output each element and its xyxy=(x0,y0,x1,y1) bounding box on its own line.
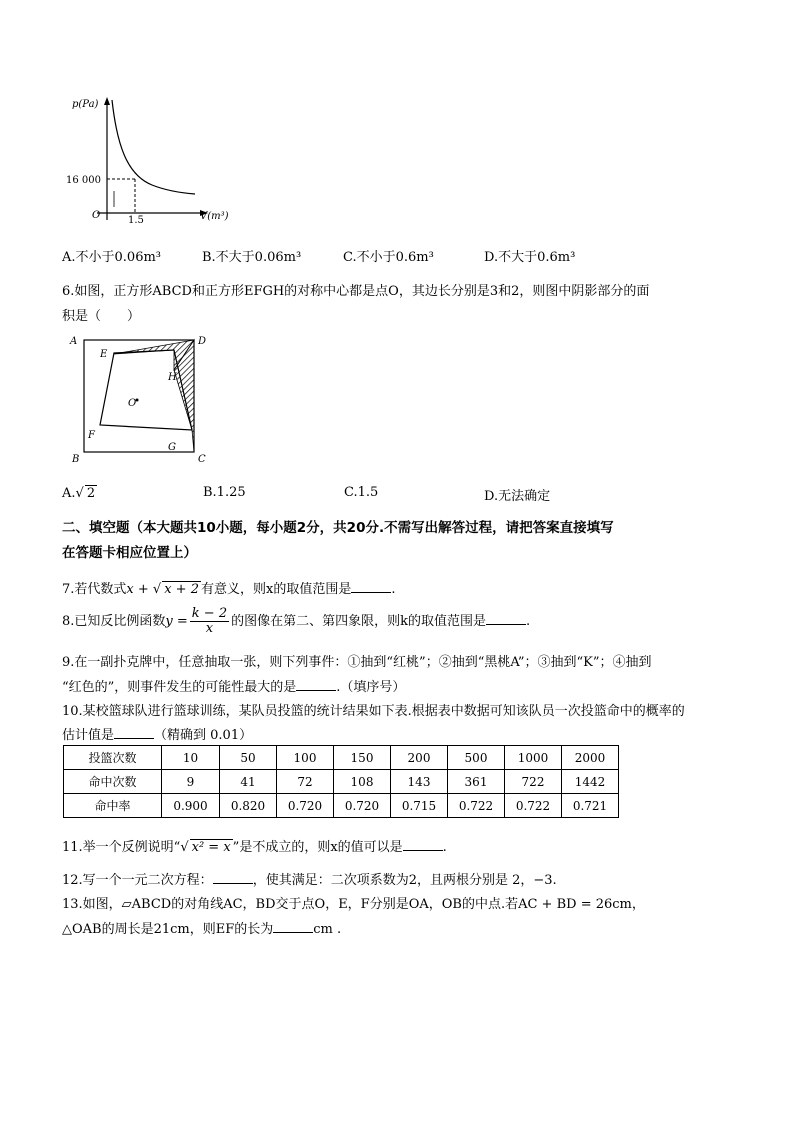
q7-plus: + xyxy=(133,582,153,597)
q12-suffix: ，使其满足：二次项系数为2，且两根分别是 2，−3. xyxy=(252,873,557,888)
row-header: 投篮次数 xyxy=(64,746,162,770)
q6-option-a-prefix: A. xyxy=(62,486,76,501)
q5-options xyxy=(62,246,762,264)
q9-line1: 9.在一副扑克牌中，任意抽取一张，则下列事件：①抽到“红桃”；②抽到“黑桃A”；③抽到“K”；④抽到 xyxy=(62,655,652,670)
table-cell: 1000 xyxy=(505,746,562,770)
q7-suffix: 有意义，则x的取值范围是 xyxy=(200,582,352,597)
table-cell: 1442 xyxy=(562,770,619,794)
table-cell: 0.820 xyxy=(220,794,277,818)
q11 xyxy=(62,836,447,855)
label-e: E xyxy=(100,349,108,360)
section2-line2: 在答题卡相应位置上） xyxy=(62,545,197,561)
q12 xyxy=(62,869,557,888)
q8-fraction xyxy=(190,607,229,636)
q8-denominator: x xyxy=(205,621,214,636)
q5-option-b[interactable]: B.不大于0.06m³ xyxy=(202,250,302,265)
row-header: 命中次数 xyxy=(64,770,162,794)
q12-prefix: 12.写一个一元二次方程： xyxy=(62,873,213,888)
q7-prefix: 7.若代数式 xyxy=(62,582,127,597)
q10-line2-suffix: （精确到 0.01） xyxy=(154,728,253,743)
q13-line2-prefix: △OAB的周长是21cm，则EF的长为 xyxy=(62,922,274,937)
table-cell: 2000 xyxy=(562,746,619,770)
shooting-stats-table xyxy=(63,745,619,818)
sqrt-symbol: √ xyxy=(180,840,189,855)
x-label: V(m³) xyxy=(200,211,229,222)
q7-answer-blank[interactable] xyxy=(351,580,391,593)
table-cell: 0.715 xyxy=(391,794,448,818)
table-cell: 0.720 xyxy=(334,794,391,818)
q13-answer-blank[interactable] xyxy=(273,920,313,933)
table-cell: 0.720 xyxy=(277,794,334,818)
q7-end: . xyxy=(391,582,396,597)
row-header: 命中率 xyxy=(64,794,162,818)
pressure-curve xyxy=(112,100,195,194)
q11-answer-blank[interactable] xyxy=(403,838,443,851)
q10-answer-blank[interactable] xyxy=(114,726,154,739)
table-cell: 108 xyxy=(334,770,391,794)
q9-line2 xyxy=(62,676,405,695)
q12-answer-blank[interactable] xyxy=(213,871,253,884)
q8-suffix: 的图像在第二、第四象限，则k的取值范围是 xyxy=(231,614,486,629)
q8-y-eq: y = xyxy=(165,614,188,629)
table-cell: 361 xyxy=(448,770,505,794)
q9-line2-prefix: “红色的”，则事件发生的可能性最大的是 xyxy=(62,680,297,695)
table-row xyxy=(64,746,619,770)
q8-prefix: 8.已知反比例函数 xyxy=(62,614,166,629)
q11-end: . xyxy=(442,840,447,855)
table-cell: 50 xyxy=(220,746,277,770)
q6-option-c[interactable]: C.1.5 xyxy=(344,485,379,500)
table-cell: 150 xyxy=(334,746,391,770)
table-cell: 72 xyxy=(277,770,334,794)
q13-line1: 13.如图，▱ABCD的对角线AC，BD交于点O，E，F分别是OA，OB的中点.若AC + BD = 26cm， xyxy=(62,897,645,912)
q10-line2 xyxy=(62,724,252,743)
q6-option-b[interactable]: B.1.25 xyxy=(203,485,246,500)
q13-line2-suffix: cm . xyxy=(313,922,342,937)
y-tick-label: 16 000 xyxy=(66,175,101,186)
label-h: H xyxy=(168,372,177,383)
table-cell: 10 xyxy=(162,746,220,770)
q10-line2-prefix: 估计值是 xyxy=(62,728,115,743)
origin-label: O xyxy=(92,210,101,221)
q8-numerator: k − 2 xyxy=(191,606,228,621)
y-label: p(Pa) xyxy=(72,99,99,110)
q13-line2 xyxy=(62,918,341,937)
q5-option-d[interactable]: D.不大于0.6m³ xyxy=(484,250,576,265)
q5-option-a[interactable]: A.不小于0.06m³ xyxy=(62,250,162,265)
table-cell: 0.722 xyxy=(448,794,505,818)
q5-option-c[interactable]: C.不小于0.6m³ xyxy=(343,250,434,265)
table-row xyxy=(64,770,619,794)
label-d: D xyxy=(198,336,207,347)
q11-prefix: 11.举一个反例说明“ xyxy=(62,840,181,855)
q8-end: . xyxy=(525,614,531,629)
q7 xyxy=(62,578,395,597)
table-cell: 100 xyxy=(277,746,334,770)
label-g: G xyxy=(168,442,176,453)
q8 xyxy=(62,607,530,636)
q6-options xyxy=(62,485,762,503)
table-cell: 500 xyxy=(448,746,505,770)
table-cell: 722 xyxy=(505,770,562,794)
q11-suffix: ”是不成立的，则x的值可以是 xyxy=(232,840,403,855)
pressure-volume-graph xyxy=(62,95,229,226)
q11-expr: x² = x xyxy=(191,840,231,855)
q7-x: x xyxy=(126,582,134,597)
table-cell: 0.900 xyxy=(162,794,220,818)
label-f: F xyxy=(88,430,95,441)
y-axis-arrow xyxy=(104,97,110,105)
q8-answer-blank[interactable] xyxy=(486,612,526,625)
q6-option-a-value: 2 xyxy=(86,486,96,501)
table-cell: 0.722 xyxy=(505,794,562,818)
label-a: A xyxy=(70,336,78,347)
sqrt-symbol: √ xyxy=(75,486,84,501)
q7-radicand: x + 2 xyxy=(164,582,199,597)
q6-line1: 6.如图，正方形ABCD和正方形EFGH的对称中心都是点O，其边长分别是3和2，则图中阴影部分的面 xyxy=(62,284,650,299)
table-cell: 200 xyxy=(391,746,448,770)
x-tick-label: 1.5 xyxy=(128,215,144,226)
q10-line1: 10.某校篮球队进行篮球训练，某队员投篮的统计结果如下表.根据表中数据可知该队员一次投篮命中的概率的 xyxy=(62,704,685,719)
sqrt-symbol: √ xyxy=(152,582,162,597)
label-c: C xyxy=(198,454,206,465)
q9-line2-suffix: .（填序号） xyxy=(336,680,406,695)
table-cell: 9 xyxy=(162,770,220,794)
table-row xyxy=(64,794,619,818)
label-b: B xyxy=(72,454,80,465)
table-cell: 143 xyxy=(391,770,448,794)
section2-line1: 二、填空题（本大题共10小题，每小题2分，共20分.不需写出解答过程，请把答案直接填写 xyxy=(62,520,614,536)
table-cell: 41 xyxy=(220,770,277,794)
q6-option-d[interactable]: D.无法确定 xyxy=(484,489,551,504)
q6-line2: 积是（ ） xyxy=(62,309,141,324)
squares-figure xyxy=(62,330,222,465)
q6-option-a[interactable] xyxy=(62,485,97,501)
table-cell: 0.721 xyxy=(562,794,619,818)
label-o: O xyxy=(128,398,137,409)
q9-answer-blank[interactable] xyxy=(296,678,336,691)
